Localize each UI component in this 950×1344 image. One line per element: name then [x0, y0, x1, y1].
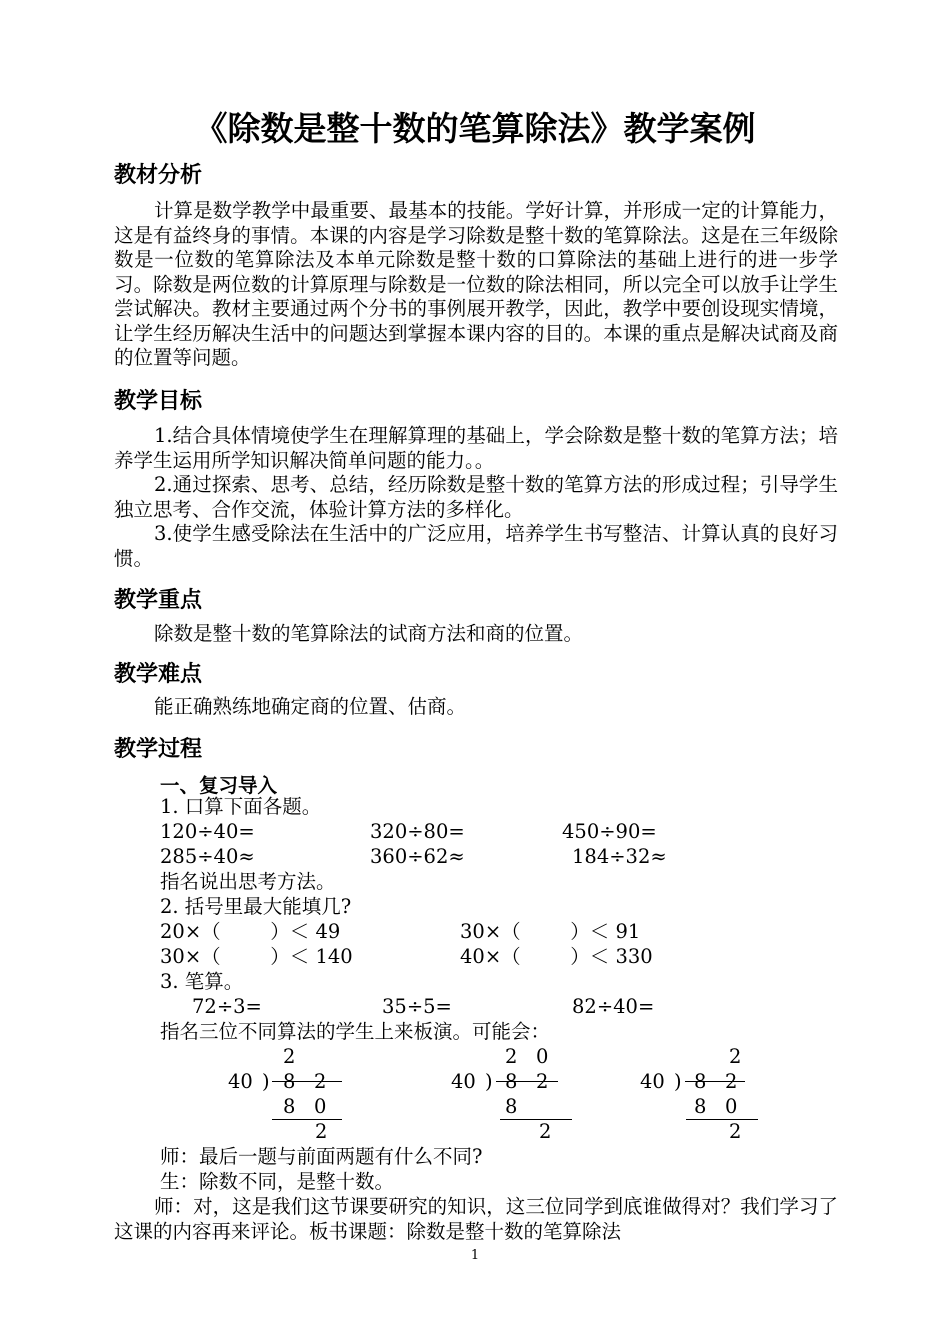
dialog-student-1: 生：除数不同，是整十数。 [160, 1170, 395, 1193]
q2-expr: 40×（ ）＜ 330 [460, 945, 653, 968]
q1-expr: 320÷80= [370, 820, 465, 843]
key-text: 除数是整十数的笔算除法的试商方法和商的位置。 [154, 622, 584, 645]
q3-expr: 82÷40= [572, 995, 655, 1018]
question-3: 3. 笔算。 [160, 970, 244, 993]
subtraction-bar [272, 1119, 342, 1120]
document-title: 《除数是整十数的笔算除法》教学案例 [194, 109, 756, 148]
division-bracket: ) [674, 1070, 682, 1093]
heading-analysis: 教材分析 [114, 163, 203, 188]
heading-key: 教学重点 [114, 588, 203, 613]
remainder: 2 [539, 1120, 552, 1143]
subheading-review: 一、复习导入 [160, 774, 278, 797]
q1-expr: 360÷62≈ [370, 845, 465, 868]
q3-expr: 35÷5= [382, 995, 452, 1018]
q2-expr: 30×（ ）＜ 140 [160, 945, 353, 968]
page-number: 1 [470, 1248, 480, 1263]
difficulty-text: 能正确熟练地确定商的位置、估商。 [154, 695, 467, 718]
product: 8 0 [283, 1095, 327, 1118]
divisor: 40 [228, 1070, 253, 1093]
subtraction-bar [686, 1119, 758, 1120]
product: 8 0 [694, 1095, 738, 1118]
q1-expr: 120÷40= [160, 820, 255, 843]
q3-expr: 72÷3= [192, 995, 262, 1018]
strike-line [272, 1081, 342, 1082]
product: 8 [505, 1095, 518, 1118]
dialog-teacher-1: 师：最后一题与前面两题有什么不同? [160, 1145, 483, 1168]
strike-line [496, 1081, 558, 1082]
q2-expr: 30×（ ）＜ 91 [460, 920, 641, 943]
division-bracket: ) [262, 1070, 270, 1093]
remainder: 2 [315, 1120, 328, 1143]
heading-goals: 教学目标 [114, 389, 203, 414]
dividend: 8 2 [283, 1070, 327, 1093]
divisor: 40 [451, 1070, 476, 1093]
heading-process: 教学过程 [114, 737, 203, 762]
remainder: 2 [729, 1120, 742, 1143]
heading-difficulty: 教学难点 [114, 662, 203, 687]
goal-item-2: 2.通过探索、思考、总结，经历除数是整十数的笔算方法的形成过程；引导学生独立思考、合作交流，体验计算方法的多样化。 [114, 473, 838, 521]
division-bracket: ) [485, 1070, 493, 1093]
strike-line [685, 1081, 745, 1082]
dialog-teacher-2: 师：对，这是我们这节课要研究的知识，这三位同学到底谁做得对？我们学习了这课的内容再来评论。板书课题：除数是整十数的笔算除法 [114, 1195, 838, 1243]
dividend: 8 2 [694, 1070, 738, 1093]
quotient: 2 [729, 1045, 742, 1068]
question-2: 2. 括号里最大能填几? [160, 895, 352, 918]
quotient: 2 [283, 1045, 296, 1068]
divisor: 40 [640, 1070, 665, 1093]
subtraction-bar [500, 1119, 572, 1120]
q1-note: 指名说出思考方法。 [160, 870, 336, 893]
q1-expr: 450÷90= [562, 820, 657, 843]
quotient: 2 0 [505, 1045, 549, 1068]
q1-expr: 184÷32≈ [572, 845, 667, 868]
q1-expr: 285÷40≈ [160, 845, 255, 868]
goal-item-3: 3.使学生感受除法在生活中的广泛应用，培养学生书写整洁、计算认真的良好习惯。 [114, 522, 838, 570]
q2-expr: 20×（ ）＜ 49 [160, 920, 341, 943]
q3-note: 指名三位不同算法的学生上来板演。可能会： [160, 1020, 551, 1043]
analysis-paragraph: 计算是数学教学中最重要、最基本的技能。学好计算，并形成一定的计算能力，这是有益终身的事情。本课的内容是学习除数是整十数的笔算除法。这是在三年级除数是一位数的笔算除法及本单元除数是整十数的口算除法的基础上进行的进一步学习。除数是两位数的计算原理与除数是一位数的除法相同，所以完全可以放手让学生尝试解决。教材主要通过两个分书的事例展开教学，因此，教学中要创设现实情境，让学生经历解决生活中的问题达到掌握本课内容的目的。本课的重点是解决试商及商的位置等问题。 [114, 199, 838, 369]
goal-item-1: 1.结合具体情境使学生在理解算理的基础上，学会除数是整十数的笔算方法；培养学生运用所学知识解决简单问题的能力。。 [114, 424, 838, 472]
dividend: 8 2 [505, 1070, 549, 1093]
question-1: 1. 口算下面各题。 [160, 795, 322, 818]
